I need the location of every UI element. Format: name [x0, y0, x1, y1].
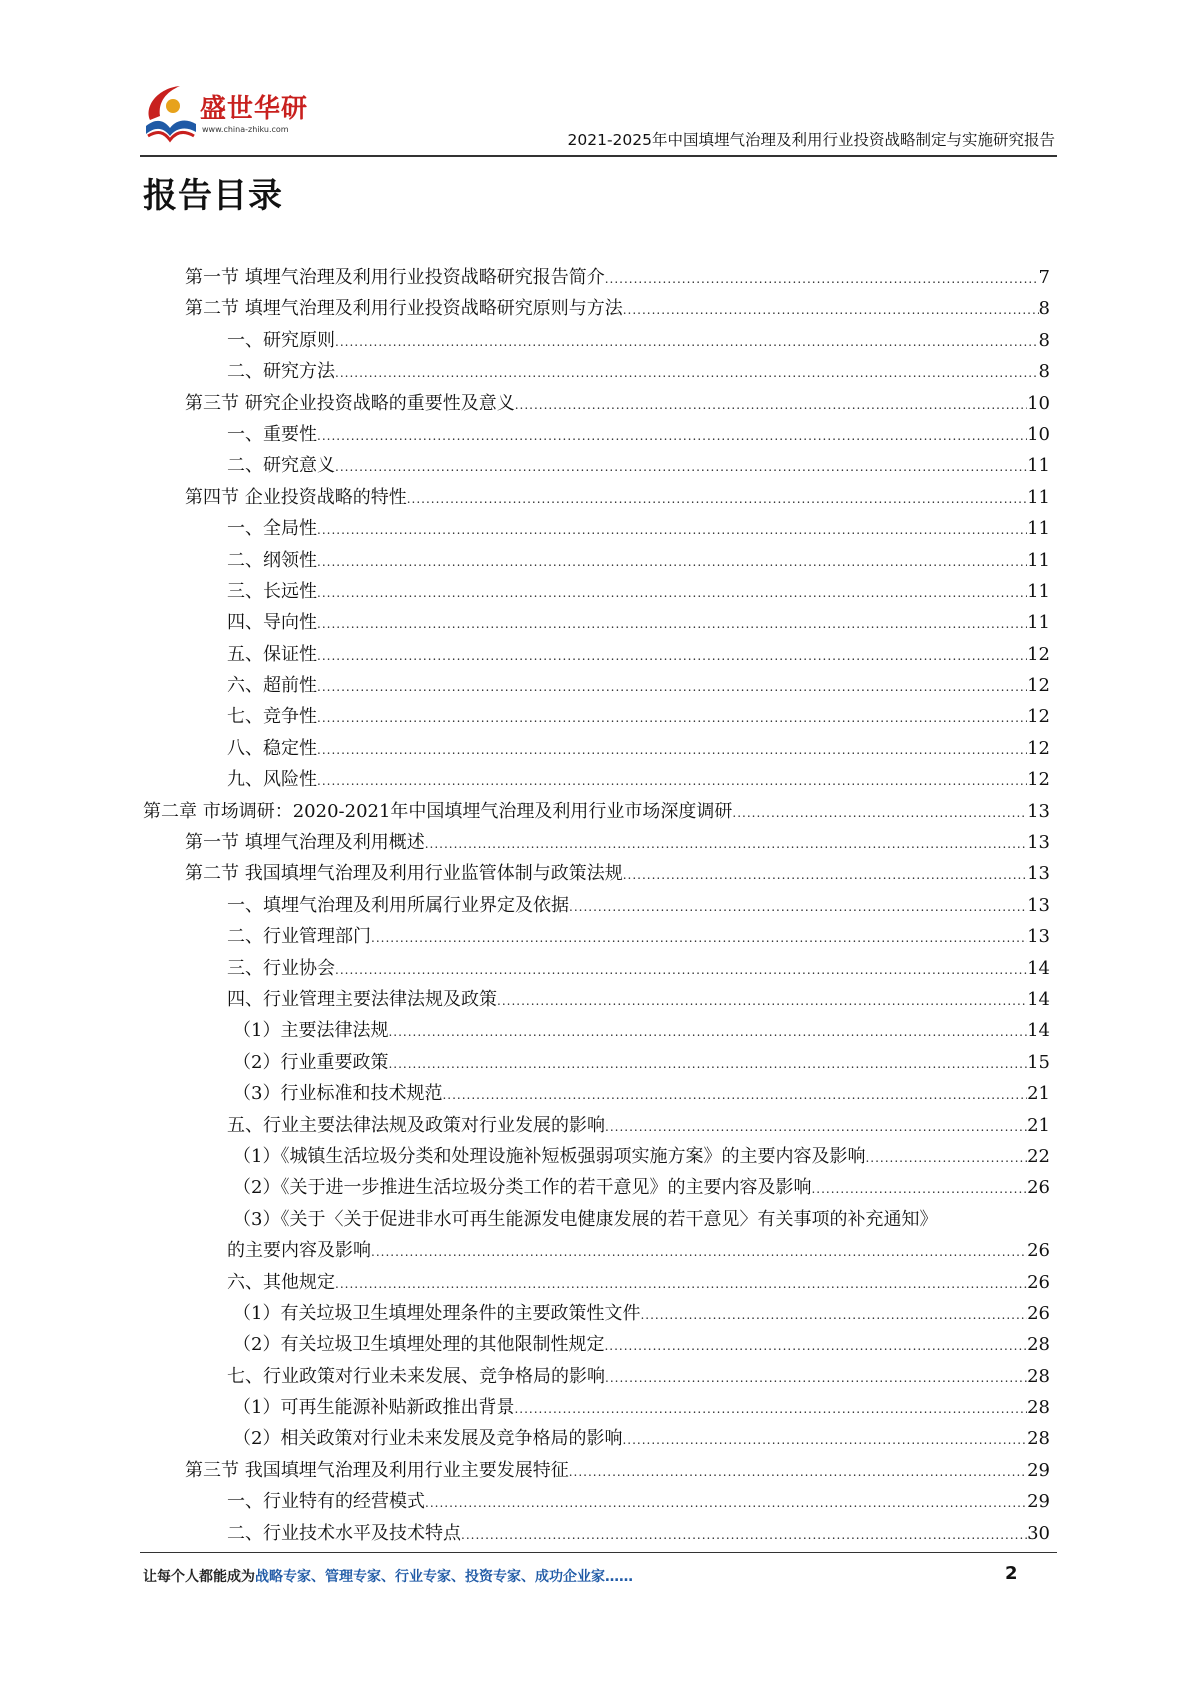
toc-entry-line [227, 356, 1050, 387]
toc-entry[interactable] [0, 1141, 1191, 1172]
toc-entry-line [185, 858, 1050, 889]
toc-entry-title: （2）相关政策对行业未来发展及竞争格局的影响 [233, 1428, 623, 1450]
toc-entry-title: 一、全局性 [227, 518, 317, 540]
toc-entry-page: 8 [1038, 361, 1050, 383]
toc-dot-leader [407, 484, 1027, 513]
toc-dot-leader [605, 1112, 1027, 1141]
toc-entry[interactable] [0, 670, 1191, 701]
toc-entry[interactable] [0, 356, 1191, 387]
toc-dot-leader [425, 1488, 1027, 1517]
toc-entry-title: 六、其他规定 [227, 1271, 335, 1293]
toc-entry[interactable] [0, 545, 1191, 576]
toc-entry[interactable] [0, 325, 1191, 356]
footer-slogan [143, 1566, 633, 1586]
toc-entry[interactable] [0, 1204, 1191, 1235]
toc-entry-page: 13 [1027, 863, 1050, 885]
toc-entry[interactable] [0, 1172, 1191, 1203]
page-heading: 报告目录 [143, 176, 283, 216]
toc-entry[interactable] [0, 1455, 1191, 1486]
toc-entry-title: 八、稳定性 [227, 737, 317, 759]
toc-entry-line [227, 1486, 1050, 1517]
toc-entry[interactable] [0, 921, 1191, 952]
toc-entry-page: 13 [1027, 926, 1050, 948]
toc-entry-line [233, 1423, 1050, 1454]
toc-entry[interactable] [0, 1361, 1191, 1392]
toc-entry[interactable] [0, 1078, 1191, 1109]
toc-entry-line [227, 576, 1050, 607]
toc-entry[interactable] [0, 1329, 1191, 1360]
report-title: 2021-2025年中国填埋气治理及利用行业投资战略制定与实施研究报告 [567, 131, 1055, 149]
toc-entry-title: 第一节 填埋气治理及利用行业投资战略研究报告简介 [185, 267, 605, 288]
toc-entry[interactable] [0, 1267, 1191, 1298]
toc-entry-line [227, 890, 1050, 921]
toc-entry[interactable] [0, 639, 1191, 670]
toc-entry-page: 21 [1027, 1114, 1050, 1136]
toc-entry[interactable] [0, 1423, 1191, 1454]
toc-dot-leader [623, 295, 1039, 324]
toc-entry-line [233, 1329, 1050, 1360]
toc-entry-title: 五、保证性 [227, 643, 317, 665]
toc-entry-page: 22 [1027, 1145, 1050, 1167]
toc-entry-page: 13 [1027, 894, 1050, 916]
slogan-highlight: 战略专家、管理专家、行业专家、投资专家、成功企业家…… [255, 1569, 633, 1585]
book-swoosh-icon [140, 82, 200, 144]
toc-entry-title: 第二章 市场调研：2020-2021年中国填埋气治理及利用行业市场深度调研 [143, 800, 733, 822]
toc-entry-page: 15 [1027, 1051, 1050, 1073]
toc-entry[interactable] [0, 1110, 1191, 1141]
toc-entry-title: （1）主要法律法规 [233, 1020, 389, 1042]
toc-entry-page: 12 [1027, 675, 1050, 697]
toc-entry-line [227, 450, 1050, 481]
toc-entry-title: （3）行业标准和技术规范 [233, 1083, 443, 1105]
toc-entry-page: 11 [1027, 518, 1050, 540]
toc-entry-page: 26 [1027, 1271, 1050, 1293]
toc-entry-line [233, 1047, 1050, 1078]
toc-entry[interactable] [0, 388, 1191, 419]
toc-entry-title: （3）《关于〈关于促进非水可再生能源发电健康发展的若干意见〉有关事项的补充通知》 [233, 1208, 938, 1230]
table-of-contents [0, 262, 1191, 1549]
toc-dot-leader [604, 1331, 1027, 1360]
toc-entry-line [227, 670, 1050, 701]
toc-entry[interactable] [0, 576, 1191, 607]
toc-dot-leader [569, 1457, 1027, 1486]
toc-dot-leader [317, 735, 1027, 764]
toc-entry-line [233, 1141, 1050, 1172]
toc-entry-page: 14 [1027, 1020, 1050, 1042]
toc-entry-page: 30 [1027, 1522, 1050, 1544]
toc-entry-title: 一、研究原则 [227, 329, 335, 351]
toc-entry-page: 13 [1027, 800, 1050, 822]
toc-entry[interactable] [0, 1235, 1191, 1266]
toc-entry-title: 七、行业政策对行业未来发展、竞争格局的影响 [227, 1365, 605, 1387]
toc-entry-title: 五、行业主要法律法规及政策对行业发展的影响 [227, 1114, 605, 1136]
toc-entry[interactable] [0, 607, 1191, 638]
toc-dot-leader [317, 515, 1027, 544]
toc-entry-page: 10 [1027, 392, 1050, 414]
toc-dot-leader [317, 703, 1027, 732]
company-logo [140, 82, 315, 146]
toc-entry-page: 29 [1027, 1459, 1050, 1481]
toc-entry-page: 8 [1038, 298, 1050, 320]
logo-url: www.china-zhiku.com [202, 125, 289, 134]
toc-entry-title: 二、研究意义 [227, 455, 335, 477]
toc-entry[interactable] [0, 1047, 1191, 1078]
toc-entry-line [227, 639, 1050, 670]
toc-entry[interactable] [0, 1486, 1191, 1517]
toc-dot-leader [317, 641, 1027, 670]
toc-dot-leader [388, 1017, 1027, 1046]
toc-dot-leader [865, 1143, 1027, 1172]
toc-dot-leader [425, 829, 1027, 858]
toc-entry[interactable] [0, 1298, 1191, 1329]
toc-entry-line [143, 796, 1050, 827]
toc-entry[interactable] [0, 450, 1191, 481]
toc-dot-leader [497, 986, 1027, 1015]
toc-entry-title: 七、竞争性 [227, 706, 317, 728]
toc-entry-title: 九、风险性 [227, 769, 317, 791]
toc-entry-page: 10 [1027, 423, 1050, 445]
logo-name: 盛世华研 [200, 94, 309, 124]
toc-entry-line [227, 513, 1050, 544]
toc-entry[interactable] [0, 513, 1191, 544]
toc-entry-page: 7 [1038, 267, 1050, 288]
toc-dot-leader [335, 452, 1027, 481]
toc-entry[interactable] [0, 482, 1191, 513]
toc-entry-page: 8 [1038, 329, 1050, 351]
toc-dot-leader [732, 798, 1027, 827]
toc-dot-leader [317, 421, 1027, 450]
toc-entry-page: 14 [1027, 957, 1050, 979]
toc-entry-line [227, 325, 1050, 356]
toc-entry-title: 三、行业协会 [227, 957, 335, 979]
toc-entry-line [227, 1267, 1050, 1298]
toc-entry[interactable] [0, 733, 1191, 764]
toc-dot-leader [515, 390, 1027, 419]
toc-entry[interactable] [0, 1518, 1191, 1549]
toc-entry-line [185, 388, 1050, 419]
toc-entry-page: 14 [1027, 988, 1050, 1010]
toc-entry-line [233, 1172, 1050, 1203]
toc-dot-leader [605, 1363, 1027, 1392]
toc-entry-title: 二、研究方法 [227, 361, 335, 383]
toc-entry-page: 28 [1027, 1334, 1050, 1356]
toc-entry-title: 一、填埋气治理及利用所属行业界定及依据 [227, 894, 569, 916]
toc-dot-leader [623, 860, 1027, 889]
toc-dot-leader [811, 1174, 1027, 1203]
toc-entry[interactable] [0, 419, 1191, 450]
page-number: 2 [1005, 1563, 1018, 1584]
toc-dot-leader [335, 955, 1027, 984]
toc-entry-page: 12 [1027, 737, 1050, 759]
toc-entry-title: 的主要内容及影响 [227, 1240, 371, 1262]
toc-dot-leader [514, 1394, 1027, 1423]
toc-entry-page: 28 [1027, 1365, 1050, 1387]
toc-entry-title: 第二节 我国填埋气治理及利用行业监管体制与政策法规 [185, 863, 623, 885]
toc-entry-line [233, 1078, 1050, 1109]
toc-entry-title: （2）有关垃圾卫生填埋处理的其他限制性规定 [233, 1334, 605, 1356]
toc-entry-title: （1）《城镇生活垃圾分类和处理设施补短板强弱项实施方案》的主要内容及影响 [233, 1145, 866, 1167]
toc-entry[interactable] [0, 293, 1191, 324]
toc-entry-title: 一、重要性 [227, 423, 317, 445]
toc-dot-leader [317, 672, 1027, 701]
toc-entry-title: （1）可再生能源补贴新政推出背景 [233, 1397, 515, 1419]
toc-entry[interactable] [0, 827, 1191, 858]
toc-entry-page: 11 [1027, 612, 1050, 634]
toc-entry-title: 二、纲领性 [227, 549, 317, 571]
toc-entry-page: 11 [1027, 486, 1050, 508]
toc-entry-line [185, 262, 1050, 293]
toc-entry[interactable] [0, 764, 1191, 795]
toc-entry-line [185, 293, 1050, 324]
toc-entry-line [227, 733, 1050, 764]
toc-entry-page: 11 [1027, 549, 1050, 571]
toc-entry-page: 21 [1027, 1083, 1050, 1105]
toc-entry-title: 一、行业特有的经营模式 [227, 1491, 425, 1513]
slogan-prefix: 让每个人都能成为 [143, 1569, 255, 1585]
toc-entry-line [227, 921, 1050, 952]
page-header [0, 0, 1191, 160]
toc-entry-line [227, 953, 1050, 984]
toc-entry-page: 12 [1027, 769, 1050, 791]
toc-dot-leader [335, 327, 1039, 356]
toc-entry-title: 第一节 填埋气治理及利用概述 [185, 832, 425, 854]
header-divider [140, 155, 1057, 157]
toc-entry-page: 12 [1027, 706, 1050, 728]
toc-entry-line [185, 827, 1050, 858]
toc-entry-line [227, 607, 1050, 638]
toc-entry[interactable] [0, 953, 1191, 984]
toc-entry[interactable] [0, 262, 1191, 293]
toc-dot-leader [640, 1300, 1027, 1329]
toc-entry-page: 26 [1027, 1177, 1050, 1199]
toc-entry-line [233, 1015, 1050, 1046]
toc-entry-line [227, 1235, 1050, 1266]
toc-entry-line [227, 701, 1050, 732]
toc-entry-line [233, 1392, 1050, 1423]
toc-entry[interactable] [0, 1392, 1191, 1423]
toc-dot-leader [317, 578, 1027, 607]
toc-dot-leader [388, 1049, 1027, 1078]
toc-entry-title: 四、行业管理主要法律法规及政策 [227, 988, 497, 1010]
toc-entry-page: 12 [1027, 643, 1050, 665]
toc-entry-page: 26 [1027, 1240, 1050, 1262]
toc-dot-leader [371, 923, 1027, 952]
toc-dot-leader [461, 1520, 1027, 1549]
toc-entry-title: （2）行业重要政策 [233, 1051, 389, 1073]
toc-entry-page: 26 [1027, 1302, 1050, 1324]
toc-entry-title: 二、行业技术水平及技术特点 [227, 1522, 461, 1544]
toc-entry-page: 28 [1027, 1397, 1050, 1419]
toc-entry-page: 29 [1027, 1491, 1050, 1513]
toc-entry-title: （2）《关于进一步推进生活垃圾分类工作的若干意见》的主要内容及影响 [233, 1177, 812, 1199]
toc-entry-line [227, 1110, 1050, 1141]
toc-entry-line [227, 1361, 1050, 1392]
toc-entry-title: 第三节 研究企业投资战略的重要性及意义 [185, 392, 515, 414]
toc-entry[interactable] [0, 984, 1191, 1015]
toc-entry-line [185, 482, 1050, 513]
toc-dot-leader [622, 1425, 1027, 1454]
toc-dot-leader [317, 547, 1027, 576]
toc-entry[interactable] [0, 890, 1191, 921]
toc-entry-title: 三、长远性 [227, 580, 317, 602]
toc-dot-leader [317, 766, 1027, 795]
toc-entry[interactable] [0, 701, 1191, 732]
toc-entry-line [233, 1298, 1050, 1329]
toc-dot-leader [371, 1237, 1027, 1266]
toc-entry-page: 28 [1027, 1428, 1050, 1450]
toc-entry-page: 11 [1027, 455, 1050, 477]
toc-entry-line [233, 1204, 937, 1235]
toc-entry-line [227, 984, 1050, 1015]
toc-entry-title: 二、行业管理部门 [227, 926, 371, 948]
toc-dot-leader [335, 358, 1039, 387]
toc-entry-title: 六、超前性 [227, 675, 317, 697]
toc-dot-leader [335, 1269, 1027, 1298]
toc-entry[interactable] [0, 1015, 1191, 1046]
toc-entry-line [185, 1455, 1050, 1486]
toc-dot-leader [317, 609, 1027, 638]
toc-entry-title: 第二节 填埋气治理及利用行业投资战略研究原则与方法 [185, 298, 623, 320]
toc-entry-title: 第四节 企业投资战略的特性 [185, 486, 407, 508]
toc-entry-title: 第三节 我国填埋气治理及利用行业主要发展特征 [185, 1459, 569, 1481]
toc-entry-line [227, 419, 1050, 450]
toc-entry-line [227, 1518, 1050, 1549]
toc-entry-line [227, 764, 1050, 795]
toc-dot-leader [605, 264, 1039, 293]
toc-entry-title: 四、导向性 [227, 612, 317, 634]
toc-entry-line [227, 545, 1050, 576]
toc-entry[interactable] [0, 796, 1191, 827]
toc-entry-page: 13 [1027, 832, 1050, 854]
toc-entry[interactable] [0, 858, 1191, 889]
footer-divider [140, 1552, 1057, 1553]
toc-dot-leader [442, 1080, 1027, 1109]
toc-entry-page: 11 [1027, 580, 1050, 602]
toc-entry-title: （1）有关垃圾卫生填埋处理条件的主要政策性文件 [233, 1302, 641, 1324]
toc-dot-leader [569, 892, 1027, 921]
